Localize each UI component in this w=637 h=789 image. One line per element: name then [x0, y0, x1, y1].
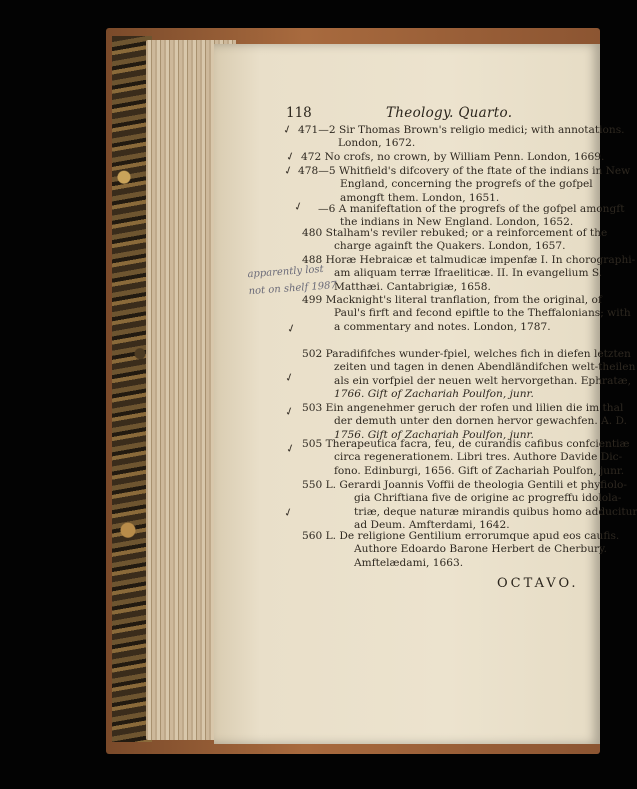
entry-text: London, 1672.	[338, 137, 416, 150]
entry-text: gia Chriftiana five de origine ac progreffu idolola-	[354, 492, 622, 505]
check-mark-icon: ✓	[284, 440, 298, 457]
entry-text: circa regenerationem. Libri tres. Authore Davide Dic-	[334, 451, 623, 464]
check-mark-icon: ✓	[284, 148, 298, 165]
catalog-entry	[301, 151, 604, 164]
entry-text: Paul's firft and fecond epiftle to the Theffalonians; with	[334, 307, 631, 320]
entry-text: England, concerning the progrefs of the gofpel	[340, 178, 593, 191]
entry-number: 480	[302, 227, 323, 239]
entry-text: charge againft the Quakers. London, 1657.	[334, 240, 566, 253]
entry-text: Authore Edoardo Barone Herbert de Cherbury.	[354, 543, 608, 556]
entry-text: als ein vorfpiel der neuen welt hervorgethan. Ephratæ,	[334, 374, 631, 387]
check-mark-icon: ✓	[285, 320, 299, 337]
entry-number: 499	[302, 294, 323, 306]
catalog-entry	[302, 227, 607, 254]
catalog-entry	[298, 165, 630, 205]
entry-text: am aliquam terræ Ifraeliticæ. II. In evangelium S.	[334, 267, 603, 280]
entry-number: 471—2	[298, 124, 336, 136]
catalog-entry	[318, 203, 624, 230]
entry-number: 488	[302, 254, 323, 266]
handwritten-note-line: not on shelf 1987.	[248, 279, 341, 298]
catalog-entry	[302, 479, 637, 532]
entry-text: Whitfield's difcovery of the ftate of the indians in New	[338, 165, 631, 177]
catalog-entry	[302, 348, 635, 401]
entry-number: 550 L.	[302, 479, 336, 491]
entry-number: 503	[302, 402, 323, 414]
catalog-entry	[302, 294, 631, 334]
entry-text: Macknight's literal tranflation, from the original, of	[325, 294, 602, 306]
check-mark-icon: ✓	[283, 369, 297, 386]
entry-text: zeiten und tagen in denen Abendländifchen welt-theilen	[334, 361, 636, 374]
running-title: Theology. Quarto.	[386, 105, 513, 121]
entry-text: the indians in New England. London, 1652.	[340, 216, 574, 229]
check-mark-icon: ✓	[292, 198, 306, 215]
entry-text: Sir Thomas Brown's religio medici; with annotations.	[338, 124, 625, 136]
entry-number: —6	[318, 203, 336, 215]
check-mark-icon: ✓	[281, 121, 295, 138]
entry-text: a commentary and notes. London, 1787.	[334, 320, 551, 333]
entry-number: 472	[301, 151, 322, 163]
entry-number: 478—5	[298, 165, 336, 177]
entry-text: Gerardi Joannis Voffii de theologia Gentili et phyfiolo-	[339, 479, 627, 491]
entry-number: 505	[302, 438, 323, 450]
entry-text: Ein angenehmer geruch der rofen und lilien die im thal	[325, 402, 624, 414]
entry-text: ad Deum. Amfterdami, 1642.	[354, 518, 510, 531]
entry-text: 1756. Gift of Zachariah Poulfon, junr.	[334, 428, 534, 441]
section-heading: OCTAVO.	[497, 576, 579, 591]
entry-text: No crofs, no crown, by William Penn. London, 1669.	[324, 151, 605, 163]
entry-text: Amftelædami, 1663.	[354, 556, 464, 569]
entry-text: Therapeutica facra, feu, de curandis cafibus confcientiæ	[325, 438, 630, 450]
catalog-entry	[302, 438, 629, 478]
check-mark-icon: ✓	[282, 504, 296, 521]
entry-text: 1766. Gift of Zachariah Poulfon, junr.	[334, 387, 534, 400]
entry-number: 560 L.	[302, 530, 336, 542]
catalog-entry	[298, 124, 625, 151]
check-mark-icon: ✓	[282, 162, 296, 179]
entry-text: fono. Edinburgi, 1656. Gift of Zachariah Poulfon, junr.	[334, 464, 625, 477]
entry-text: De religione Gentilium errorumque apud eos caufis.	[339, 530, 620, 542]
check-mark-icon: ✓	[283, 403, 297, 420]
entry-text: Stalham's reviler rebuked; or a reinforcement of the	[325, 227, 608, 239]
entry-text: triæ, deque naturæ mirandis quibus homo adducitur	[354, 505, 637, 518]
catalog-entry	[302, 530, 619, 570]
entry-text: der demuth unter den dornen hervor gewachfen. A. D.	[334, 415, 627, 428]
entry-text: Horæ Hebraicæ et talmudicæ impenfæ I. In chorographi-	[325, 254, 636, 266]
handwritten-note-line: apparently lost	[247, 263, 324, 281]
catalog-entry	[302, 402, 627, 442]
entry-text: amongft them. London, 1651.	[340, 191, 500, 204]
catalog-entry	[302, 254, 635, 294]
page-number: 118	[286, 105, 312, 121]
entry-number: 502	[302, 348, 323, 360]
entry-text: Matthæi. Cantabrigiæ, 1658.	[334, 280, 491, 293]
entry-text: Paradififches wunder-fpiel, welches fich in diefen letzten	[325, 348, 631, 360]
entry-text: A manifeftation of the progrefs of the gofpel amongft	[338, 203, 625, 215]
